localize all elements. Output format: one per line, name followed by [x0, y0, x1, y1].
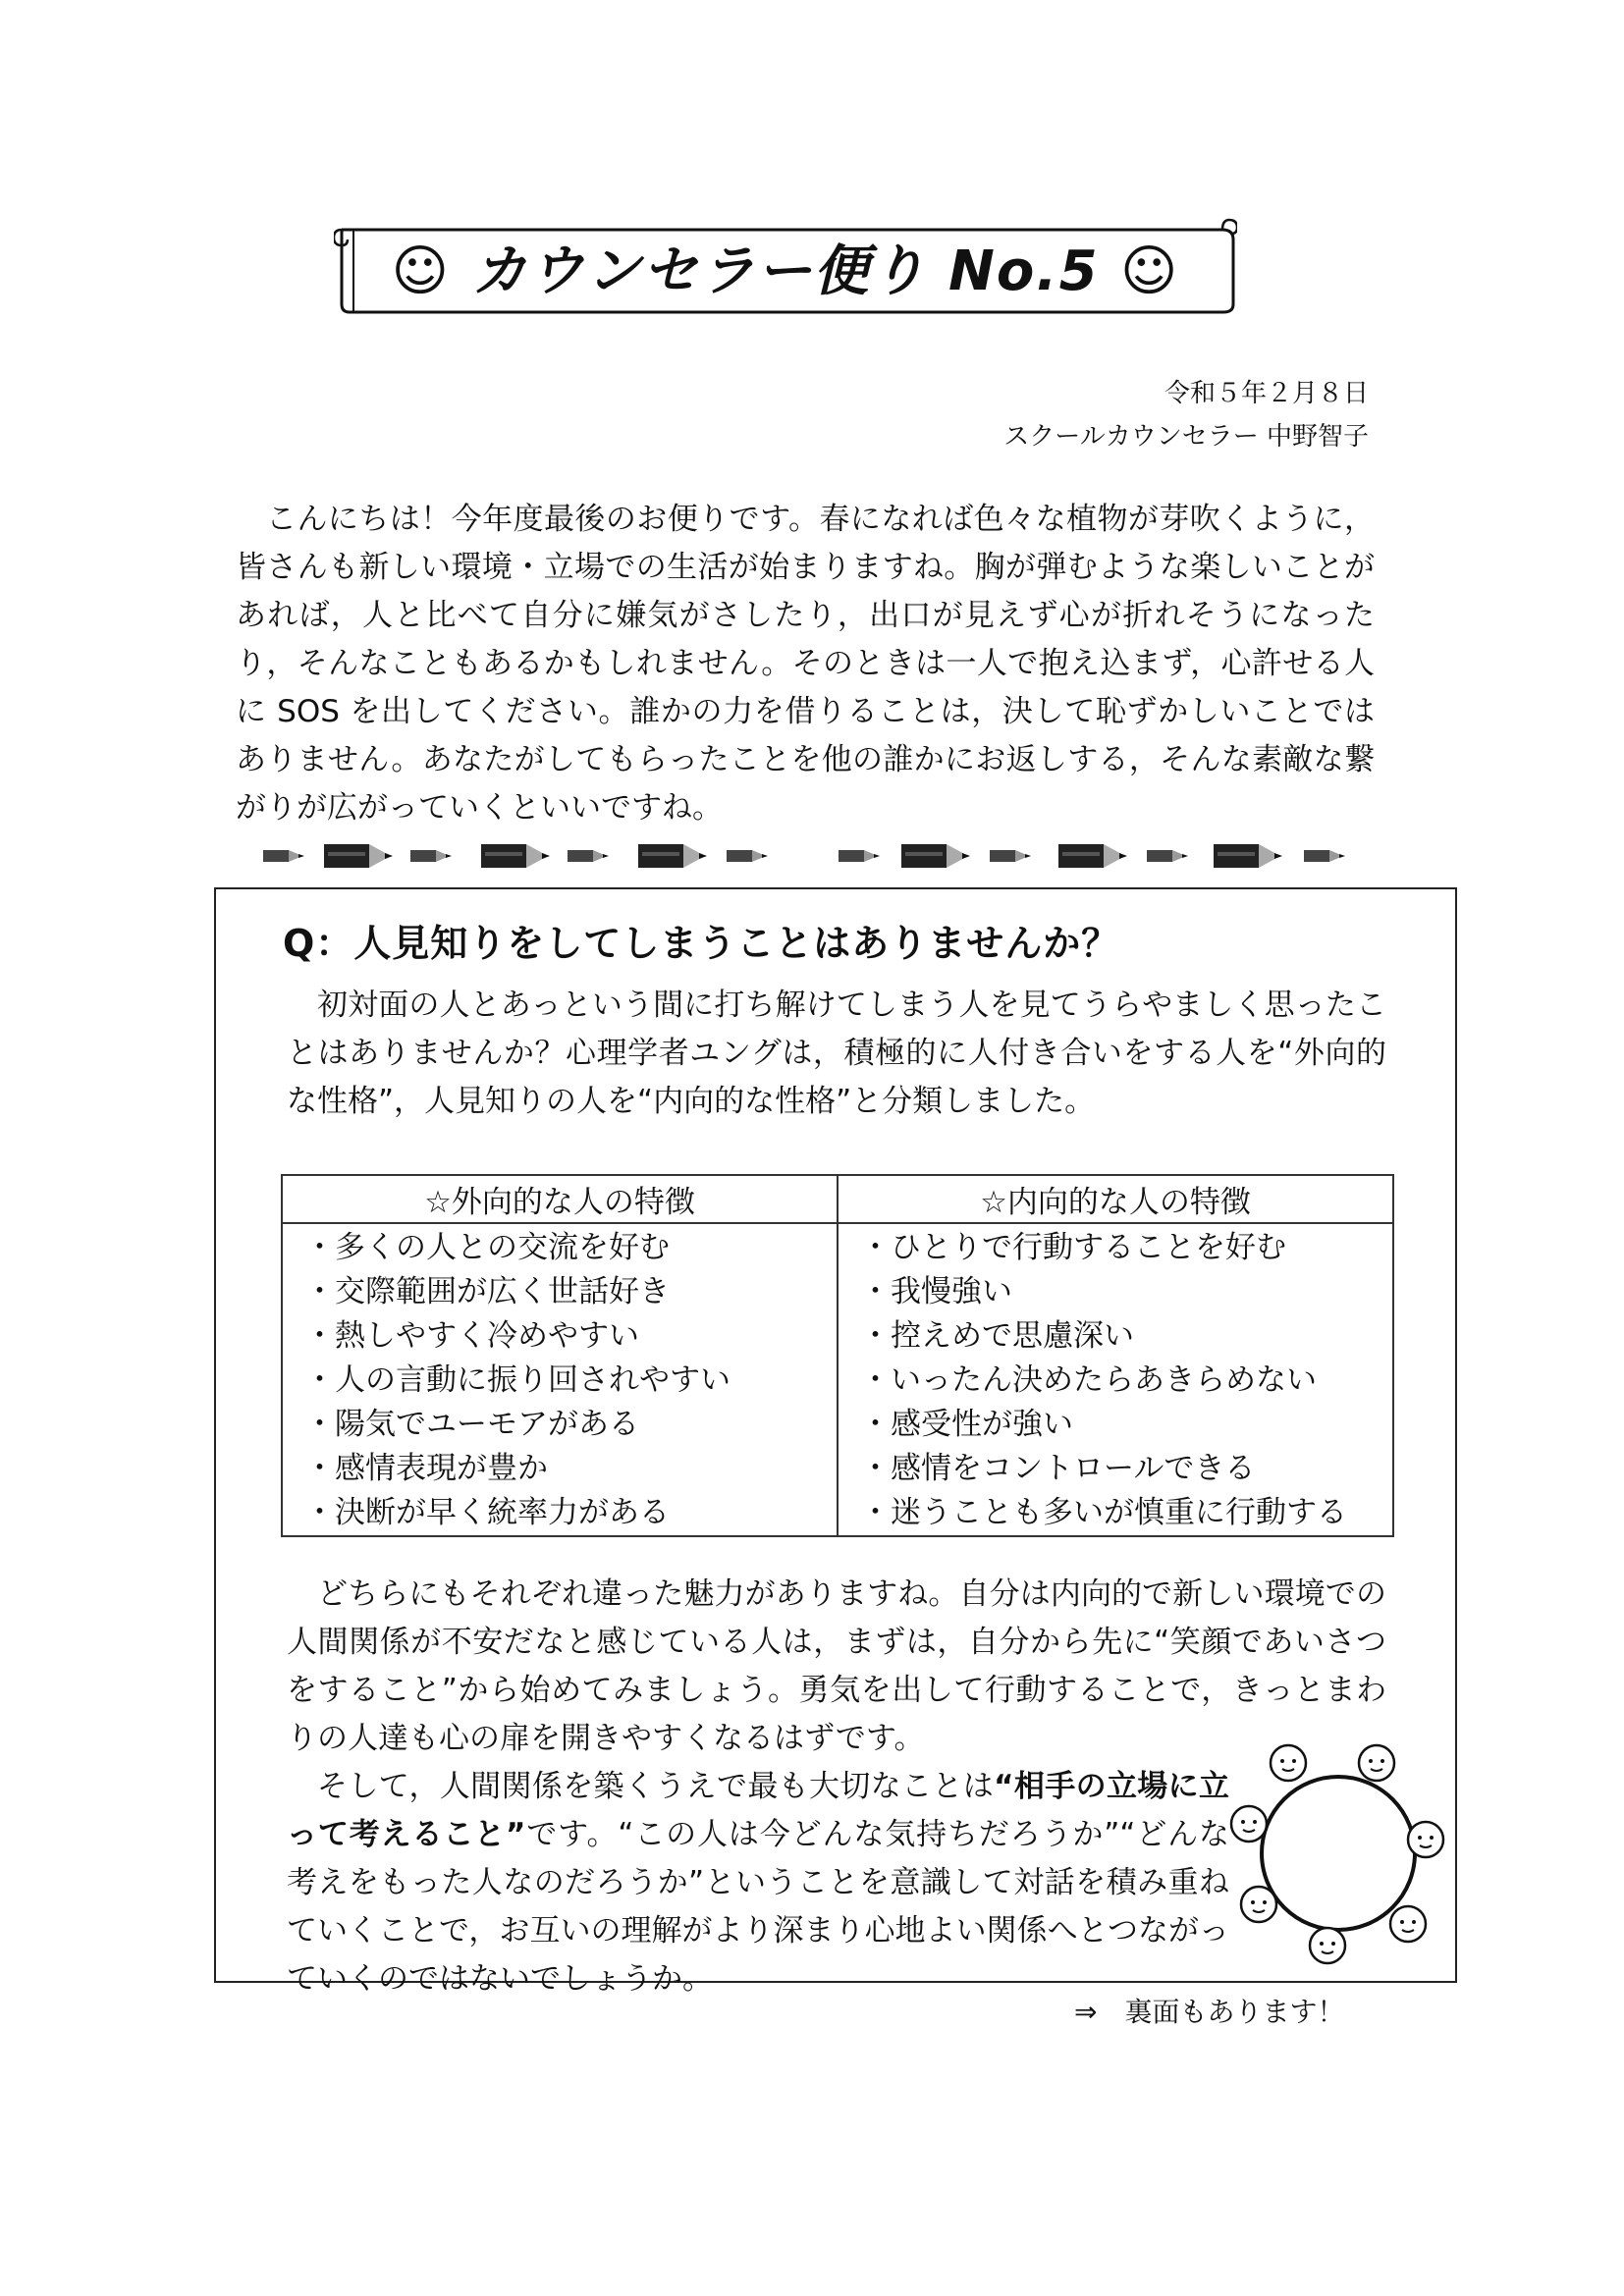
children-holding-hands-icon	[1229, 1737, 1447, 1969]
list-item: ・人の言動に振り回されやすい	[304, 1362, 731, 1398]
intro-paragraph	[236, 496, 1375, 832]
introvert-header: ☆内向的な人の特徴	[838, 1175, 1393, 1223]
author-name: スクールカウンセラー 中野智子	[1003, 422, 1369, 452]
list-item: ・決断が早く統率力がある	[304, 1495, 670, 1530]
extrovert-header: ☆外向的な人の特徴	[282, 1175, 838, 1223]
pencil-divider-icon	[263, 842, 1363, 870]
closing-paragraph-1	[287, 1571, 1386, 1763]
question-intro	[287, 982, 1386, 1126]
closing2-emphasis: “相手の立場に立って考えること”	[287, 1769, 1229, 1852]
closing-text-1: どちらにもそれぞれ違った魅力がありますね。自分は内向的で新しい環境での人間関係が不安だなと感じている人は，まずは，自分から先に“笑顔であいさつをすること”から始めてみましょう。勇気を出して行動することで，きっとまわりの人達も心の扉を開きやすくなるはずです。	[287, 1576, 1386, 1756]
list-item: ・控えめで思慮深い	[860, 1318, 1134, 1354]
introvert-column	[838, 1223, 1393, 1536]
list-item: ・ひとりで行動することを好む	[860, 1230, 1286, 1265]
title-banner	[334, 218, 1237, 316]
extrovert-column	[282, 1223, 838, 1536]
list-item: ・熱しやすく冷めやすい	[304, 1318, 639, 1354]
comparison-table	[281, 1174, 1394, 1537]
introvert-list	[860, 1226, 1392, 1535]
list-item: ・我慢強い	[860, 1274, 1012, 1309]
closing2-pre: そして，人間関係を築くうえで最も大切なことは	[317, 1769, 995, 1804]
issue-date: 令和５年２月８日	[1164, 379, 1369, 408]
closing2-post: です。“この人は今どんな気持ちだろうか”“どんな考えをもった人なのだろうか”ということを意識して対話を積み重ねていくことで，お互いの理解がより深まり心地よい関係へとつながっていくのではないでしょうか。	[287, 1817, 1229, 1997]
question-heading: Q：人見知りをしてしまうことはありませんか？	[283, 922, 1120, 965]
list-item: ・いったん決めたらあきらめない	[860, 1362, 1317, 1398]
list-item: ・感受性が強い	[860, 1407, 1073, 1442]
list-item: ・感情をコントロールできる	[860, 1451, 1256, 1486]
list-item: ・陽気でユーモアがある	[304, 1407, 639, 1442]
extrovert-list	[304, 1226, 837, 1535]
closing-text-2	[287, 1763, 1229, 2003]
list-item: ・迷うことも多いが慎重に行動する	[860, 1495, 1347, 1530]
list-item: ・多くの人との交流を好む	[304, 1230, 670, 1265]
back-page-note: ⇒ 裏面もあります！	[1074, 1996, 1345, 2028]
list-item: ・感情表現が豊か	[304, 1451, 548, 1486]
page-title: ☺ カウンセラー便り No.5 ☺	[391, 240, 1180, 303]
closing-paragraph-2	[287, 1763, 1229, 2003]
question-intro-text: 初対面の人とあっという間に打ち解けてしまう人を見てうらやましく思ったことはありませんか？心理学者ユングは，積極的に人付き合いをする人を“外向的な性格”，人見知りの人を“内向的な性格”と分類しました。	[287, 988, 1386, 1119]
intro-text: こんにちは！今年度最後のお便りです。春になれば色々な植物が芽吹くように，皆さんも新しい環境・立場での生活が始まりますね。胸が弾むような楽しいことがあれば，人と比べて自分に嫌気がさしたり，出口が見えず心が折れそうになったり，そんなこともあるかもしれません。そのときは一人で抱え込まず，心許せる人に SOS を出してください。誰かの力を借りることは，決して恥ずかしいことではありません。あなたがしてもらったことを他の誰かにお返しする，そんな素敵な繋がりが広がっていくといいですね。	[236, 502, 1375, 826]
list-item: ・交際範囲が広く世話好き	[304, 1274, 670, 1309]
